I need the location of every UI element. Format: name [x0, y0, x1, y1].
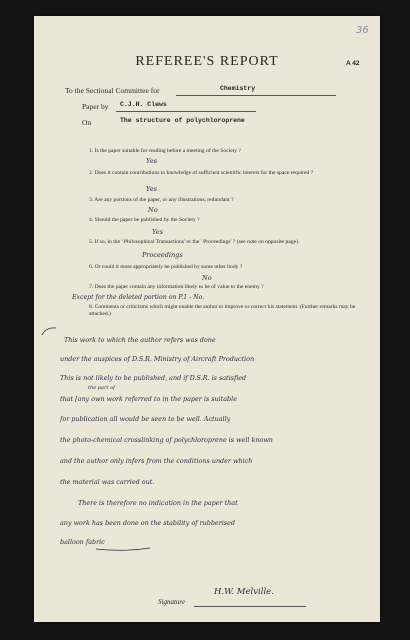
- question-2: 2. Does it contain contributions to knowledge of sufficient scientific interest for the space required ?: [89, 170, 314, 176]
- paper-by-underline: [116, 111, 256, 112]
- question-8: 8. Comments or criticisms which might enable the author to improve or correct his statement. (Further remarks may be attached.): [89, 304, 356, 317]
- answer-1: Yes: [146, 157, 157, 165]
- committee-value: Chemistry: [220, 85, 256, 92]
- signature: H.W. Melville.: [214, 587, 274, 597]
- committee-label: To the Sectional Committee for: [65, 86, 160, 95]
- comment-line-6: the photo-chemical crosslinking of polychloroprene is well known: [60, 436, 273, 444]
- comment-line-2: under the auspices of D.S.R. Ministry of Aircraft Production: [60, 355, 255, 363]
- question-5: 5. If so, in the ' Philosophical Transactions' or the ' Proceedings' ? (see note on opposite page).: [89, 239, 300, 245]
- paper-by-value: C.J.H. Clews: [120, 101, 167, 108]
- question-3: 3. Are any portions of the paper, or any illustrations, redundant ?: [89, 197, 234, 203]
- comment-line-4: that [any own work referred to in the paper is suitable: [60, 395, 237, 403]
- signature-underline: [194, 606, 306, 607]
- comment-line-7: and the author only infers from the conditions under which: [60, 457, 253, 465]
- question-6: 6. Or could it more appropriately be published by some other body ?: [89, 264, 243, 270]
- comment-line-3: This is not likely to be published, and if D.S.R. is satisfied: [60, 374, 247, 382]
- answer-3: No: [148, 206, 158, 214]
- committee-underline: [176, 95, 336, 96]
- answer-6: No: [202, 274, 212, 282]
- comment-line-8: the material was carried out.: [60, 478, 155, 486]
- comment-line-5: for publication all would be seen to be well. Actually: [60, 415, 231, 423]
- signature-label: Signature: [158, 598, 185, 606]
- on-label: On: [82, 118, 92, 127]
- comment-line-9: There is therefore no indication in the paper that: [78, 499, 238, 507]
- paper-by-label: Paper by: [82, 102, 109, 111]
- comment-line-11: balloon fabric: [60, 538, 105, 546]
- question-7: 7. Does the paper contain any information likely to be of value to the enemy ?: [89, 284, 264, 290]
- comment-end-stroke: [94, 546, 154, 554]
- answer-7: Except for the deleted portion on P.1 - No.: [72, 294, 205, 301]
- comment-line-1: This work to which the author refers was done: [64, 336, 216, 344]
- page-number: 36: [356, 25, 369, 36]
- question-4: 4. Should the paper be published by the Society ?: [89, 217, 200, 223]
- answer-5: Proceedings: [142, 251, 183, 259]
- on-value: The structure of polychloroprene: [120, 117, 245, 124]
- question-1: 1. Is the paper suitable for reading before a meeting of the Society ?: [89, 148, 241, 154]
- referee-report-sheet: [34, 16, 380, 622]
- answer-4: Yes: [152, 228, 163, 236]
- comment-insert: the part of: [88, 385, 115, 391]
- annotation-mark-icon: [40, 324, 60, 338]
- comment-line-10: any work has been done on the stability of rubberised: [60, 519, 235, 527]
- answer-2: Yes: [146, 185, 157, 193]
- page-title: REFEREE'S REPORT: [135, 54, 279, 69]
- form-code: A 42: [346, 60, 360, 67]
